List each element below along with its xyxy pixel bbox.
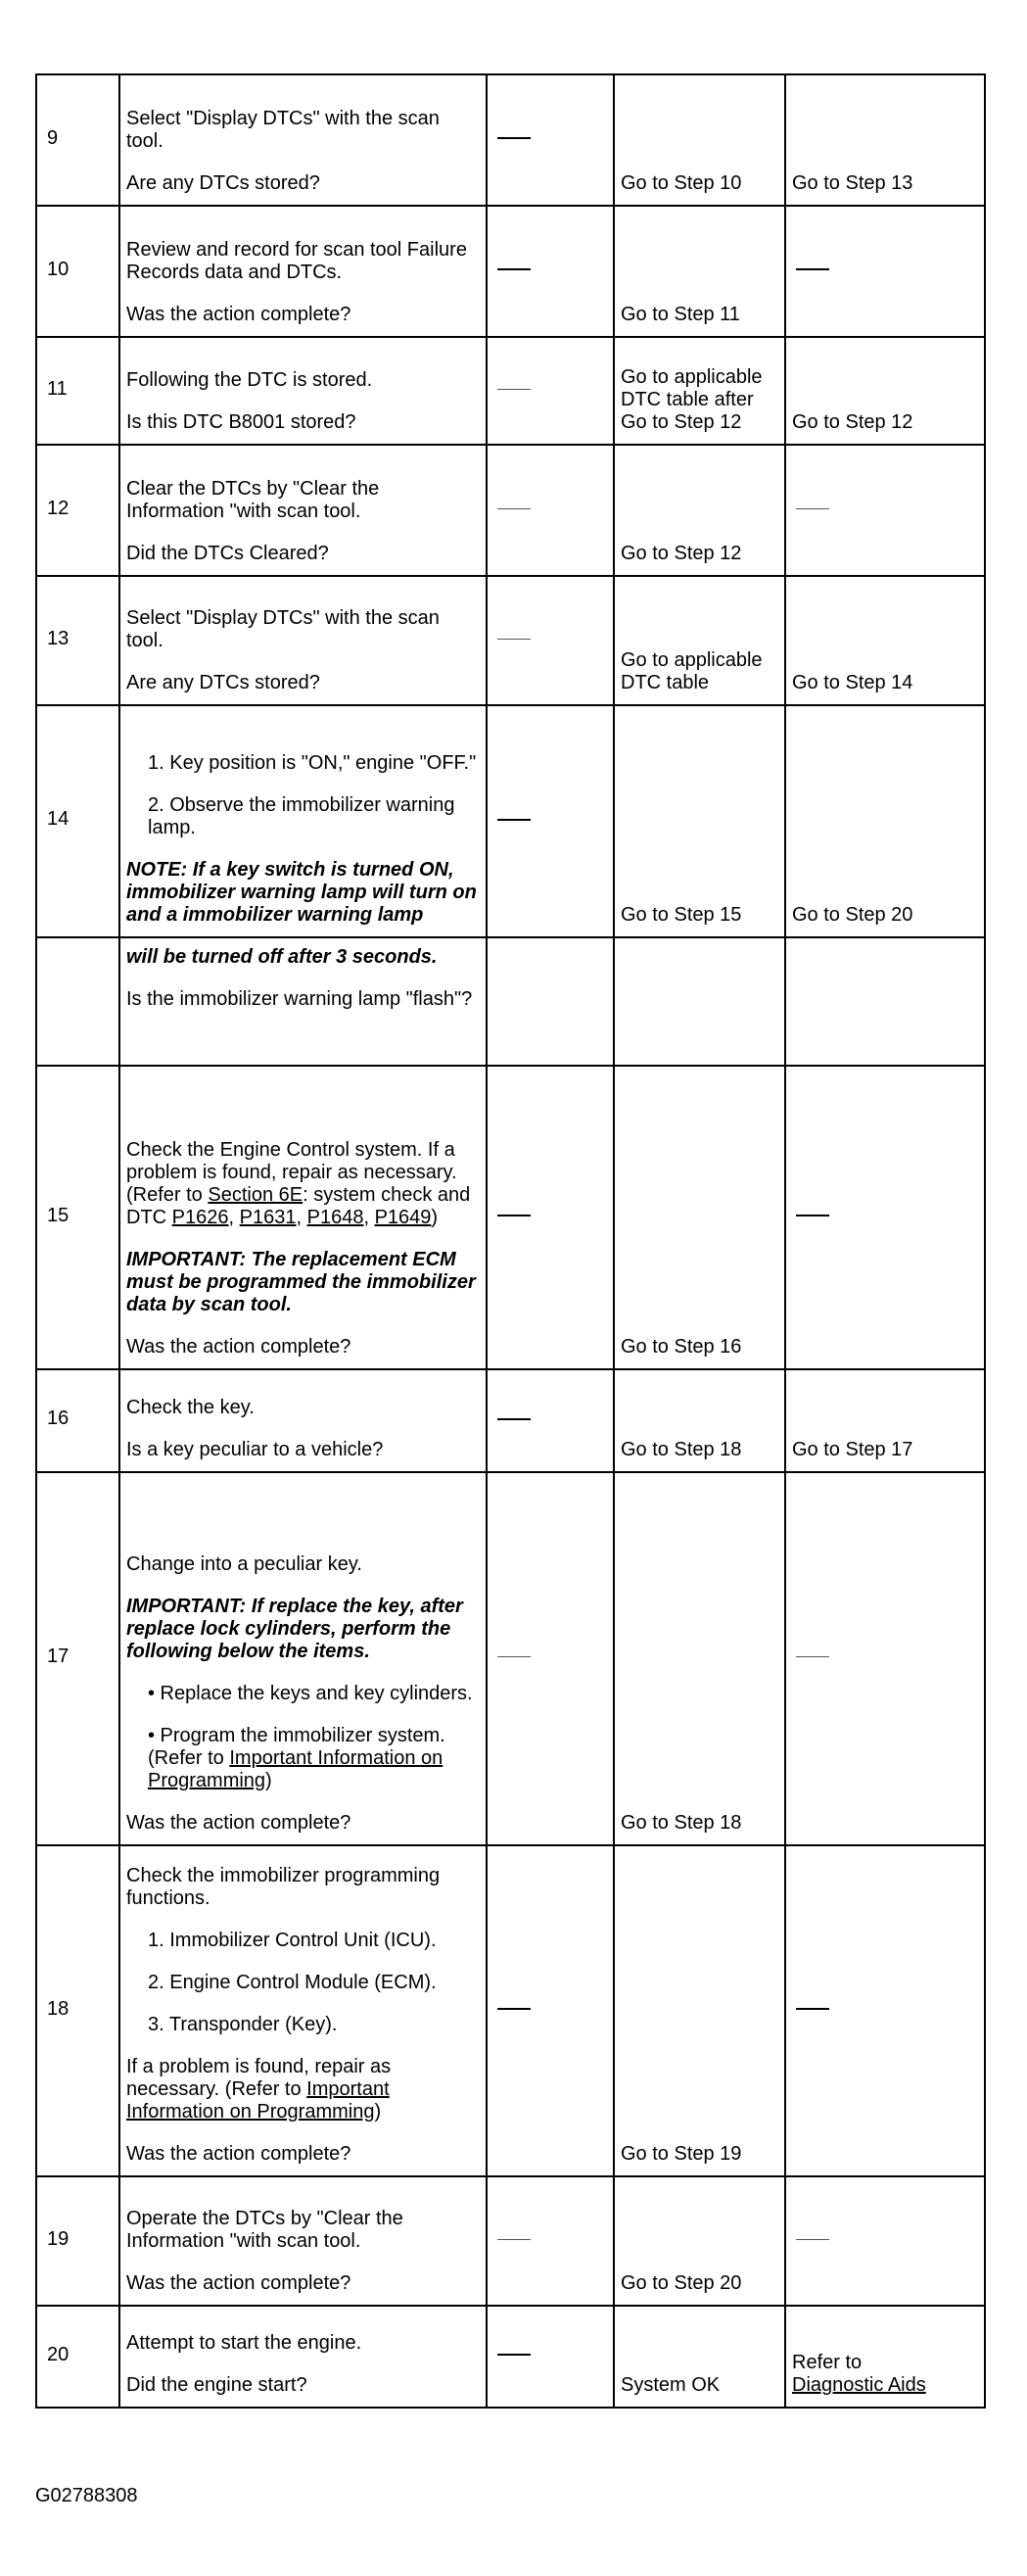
- bullet-item: [126, 1725, 480, 1792]
- step-number: 20: [36, 2306, 119, 2408]
- value-cell: [487, 1472, 614, 1845]
- list-item: 1. Immobilizer Control Unit (ICU).: [148, 1930, 437, 1951]
- yes-cell: Go to applicable DTC table: [614, 576, 785, 705]
- programming-info-link[interactable]: Important Information on Programming: [126, 2078, 390, 2123]
- question-text: Did the DTCs Cleared?: [126, 543, 329, 564]
- table-row: [36, 74, 985, 206]
- table-row: [36, 337, 985, 445]
- table-row: [36, 576, 985, 705]
- no-cell: Go to Step 14: [785, 576, 985, 705]
- text-run: ): [374, 2101, 382, 2123]
- yes-cell: Go to Step 10: [614, 74, 785, 206]
- p1649-link[interactable]: P1649: [374, 1207, 432, 1228]
- yes-cell: Go to Step 11: [614, 206, 785, 337]
- action-text: [126, 1139, 480, 1229]
- table-row: [36, 937, 985, 1066]
- dash-mark: [796, 1215, 829, 1216]
- dash-mark: [497, 2008, 531, 2010]
- bullet-item: • Replace the keys and key cylinders.: [148, 1683, 473, 1704]
- no-cell: Go to Step 13: [785, 74, 985, 206]
- action-text: Attempt to start the engine.: [126, 2332, 362, 2354]
- action-cell: [119, 937, 487, 1066]
- dash-mark: [497, 508, 531, 509]
- action-cell: [119, 206, 487, 337]
- action-cell: [119, 1066, 487, 1369]
- text-run: : system check and DTC: [126, 1184, 471, 1228]
- action-text: 2. Observe the immobilizer warning lamp.: [148, 794, 455, 838]
- figure-id: G02788308: [35, 2485, 138, 2506]
- table-row: [36, 705, 985, 937]
- no-cell: [785, 1845, 985, 2176]
- text-run: • Program the immobilizer system. (Refer to: [148, 1725, 445, 1769]
- table-row: [36, 206, 985, 337]
- dash-mark: [796, 2239, 829, 2240]
- action-cell: [119, 445, 487, 576]
- dash-mark: [497, 639, 531, 640]
- dash-mark: [497, 819, 531, 821]
- p1648-link[interactable]: P1648: [306, 1207, 364, 1228]
- action-text: Change into a peculiar key.: [126, 1553, 362, 1575]
- step-number: 12: [36, 445, 119, 576]
- dash-mark: [497, 1656, 531, 1657]
- value-cell: [487, 74, 614, 206]
- action-cell: [119, 1845, 487, 2176]
- table-row: [36, 1845, 985, 2176]
- text-run: ,: [228, 1207, 240, 1228]
- no-cell: Go to Step 17: [785, 1369, 985, 1472]
- yes-cell: Go to Step 18: [614, 1472, 785, 1845]
- value-cell: [487, 1066, 614, 1369]
- yes-cell: Go to Step 12: [614, 445, 785, 576]
- value-cell: [487, 2306, 614, 2408]
- step-number: 15: [36, 1066, 119, 1369]
- step-number: 17: [36, 1472, 119, 1845]
- no-cell: [785, 445, 985, 576]
- note-text: will be turned off after 3 seconds.: [126, 946, 438, 968]
- dash-mark: [497, 2239, 531, 2240]
- value-cell: [487, 2176, 614, 2306]
- text-run: If a problem is found, repair as necessary. (Refer to: [126, 2056, 392, 2100]
- value-cell: [487, 445, 614, 576]
- programming-info-link[interactable]: Important Information on Programming: [148, 1747, 443, 1791]
- no-cell: [785, 937, 985, 1066]
- question-text: Are any DTCs stored?: [126, 172, 320, 194]
- yes-cell: Go to Step 20: [614, 2176, 785, 2306]
- step-number: 16: [36, 1369, 119, 1472]
- text-run: Check the Engine Control system. If a problem is found, repair as necessary. (Refer to: [126, 1139, 457, 1206]
- action-cell: [119, 1369, 487, 1472]
- dash-mark: [497, 268, 531, 270]
- action-cell: [119, 2176, 487, 2306]
- action-cell: [119, 705, 487, 937]
- yes-cell: Go to Step 15: [614, 705, 785, 937]
- step-number: [36, 937, 119, 1066]
- step-number: 18: [36, 1845, 119, 2176]
- value-cell: [487, 1845, 614, 2176]
- question-text: Was the action complete?: [126, 1336, 351, 1358]
- no-cell: [785, 206, 985, 337]
- step-number: 19: [36, 2176, 119, 2306]
- table-row: [36, 1369, 985, 1472]
- dash-mark: [796, 268, 829, 270]
- question-text: Did the engine start?: [126, 2374, 307, 2396]
- value-cell: [487, 576, 614, 705]
- action-text: Review and record for scan tool Failure Records data and DTCs.: [126, 239, 467, 283]
- refer-text: Refer to: [792, 2352, 863, 2373]
- action-cell: [119, 576, 487, 705]
- dash-mark: [497, 1215, 531, 1216]
- action-cell: [119, 74, 487, 206]
- table-row: [36, 445, 985, 576]
- step-number: 11: [36, 337, 119, 445]
- action-text: Following the DTC is stored.: [126, 369, 373, 391]
- step-number: 13: [36, 576, 119, 705]
- text-run: ): [265, 1770, 272, 1791]
- yes-cell: Go to Step 19: [614, 1845, 785, 2176]
- list-item: 3. Transponder (Key).: [148, 2014, 338, 2035]
- step-number: 9: [36, 74, 119, 206]
- dash-mark: [497, 2354, 531, 2356]
- question-text: Is the immobilizer warning lamp "flash"?: [126, 988, 473, 1010]
- value-cell: [487, 206, 614, 337]
- action-text: Select "Display DTCs" with the scan tool.: [126, 607, 440, 651]
- yes-cell: Go to Step 18: [614, 1369, 785, 1472]
- diagnostic-steps-table: [35, 73, 986, 2409]
- dash-mark: [796, 2008, 829, 2010]
- value-cell: [487, 937, 614, 1066]
- value-cell: [487, 705, 614, 937]
- p1631-link[interactable]: P1631: [239, 1207, 297, 1228]
- table-row: [36, 2306, 985, 2408]
- section-6e-link[interactable]: Section 6E: [208, 1184, 303, 1206]
- important-text: IMPORTANT: If replace the key, after replace lock cylinders, perform the following below the items.: [126, 1596, 463, 1662]
- no-cell: [785, 2306, 985, 2408]
- action-cell: [119, 2306, 487, 2408]
- question-text: Is a key peculiar to a vehicle?: [126, 1439, 384, 1460]
- no-cell: Go to Step 20: [785, 705, 985, 937]
- question-text: Was the action complete?: [126, 1812, 351, 1834]
- action-text: Select "Display DTCs" with the scan tool.: [126, 108, 440, 152]
- action-text: Check the immobilizer programming functions.: [126, 1865, 441, 1909]
- dash-mark: [497, 137, 531, 139]
- dash-mark: [796, 1656, 829, 1657]
- text-run: ,: [296, 1207, 307, 1228]
- diagnostic-aids-link[interactable]: Diagnostic Aids: [792, 2374, 926, 2396]
- text-run: ): [431, 1207, 439, 1228]
- action-text: Clear the DTCs by "Clear the Information "with scan tool.: [126, 478, 380, 522]
- table-row: [36, 1472, 985, 1845]
- question-text: Was the action complete?: [126, 2272, 351, 2294]
- question-text: Is this DTC B8001 stored?: [126, 411, 356, 433]
- yes-cell: System OK: [614, 2306, 785, 2408]
- question-text: Are any DTCs stored?: [126, 672, 320, 693]
- dash-mark: [796, 508, 829, 509]
- table-row: [36, 2176, 985, 2306]
- no-cell: Go to Step 12: [785, 337, 985, 445]
- value-cell: [487, 1369, 614, 1472]
- action-cell: [119, 1472, 487, 1845]
- important-text: IMPORTANT: The replacement ECM must be programmed the immobilizer data by scan tool.: [126, 1249, 476, 1315]
- action-text: [126, 2056, 480, 2123]
- no-cell: [785, 1066, 985, 1369]
- action-cell: [119, 337, 487, 445]
- list-item: 2. Engine Control Module (ECM).: [148, 1972, 437, 1993]
- step-number: 14: [36, 705, 119, 937]
- table-row: [36, 1066, 985, 1369]
- question-text: Was the action complete?: [126, 304, 351, 325]
- no-cell: [785, 1472, 985, 1845]
- question-text: Was the action complete?: [126, 2143, 351, 2165]
- no-cell: [785, 2176, 985, 2306]
- yes-cell: Go to Step 16: [614, 1066, 785, 1369]
- diagnostic-table-page: [35, 73, 984, 2409]
- yes-cell: Go to applicable DTC table after Go to Step 12: [614, 337, 785, 445]
- action-text: Check the key.: [126, 1397, 255, 1418]
- p1626-link[interactable]: P1626: [171, 1207, 229, 1228]
- dash-mark: [497, 389, 531, 390]
- yes-cell: [614, 937, 785, 1066]
- note-text: NOTE: If a key switch is turned ON, immobilizer warning lamp will turn on and a immobilizer warning lamp: [126, 859, 477, 926]
- value-cell: [487, 337, 614, 445]
- step-number: 10: [36, 206, 119, 337]
- dash-mark: [497, 1418, 531, 1420]
- action-text: 1. Key position is "ON," engine "OFF.": [148, 752, 477, 774]
- action-text: Operate the DTCs by "Clear the Information "with scan tool.: [126, 2208, 403, 2252]
- text-run: ,: [363, 1207, 375, 1228]
